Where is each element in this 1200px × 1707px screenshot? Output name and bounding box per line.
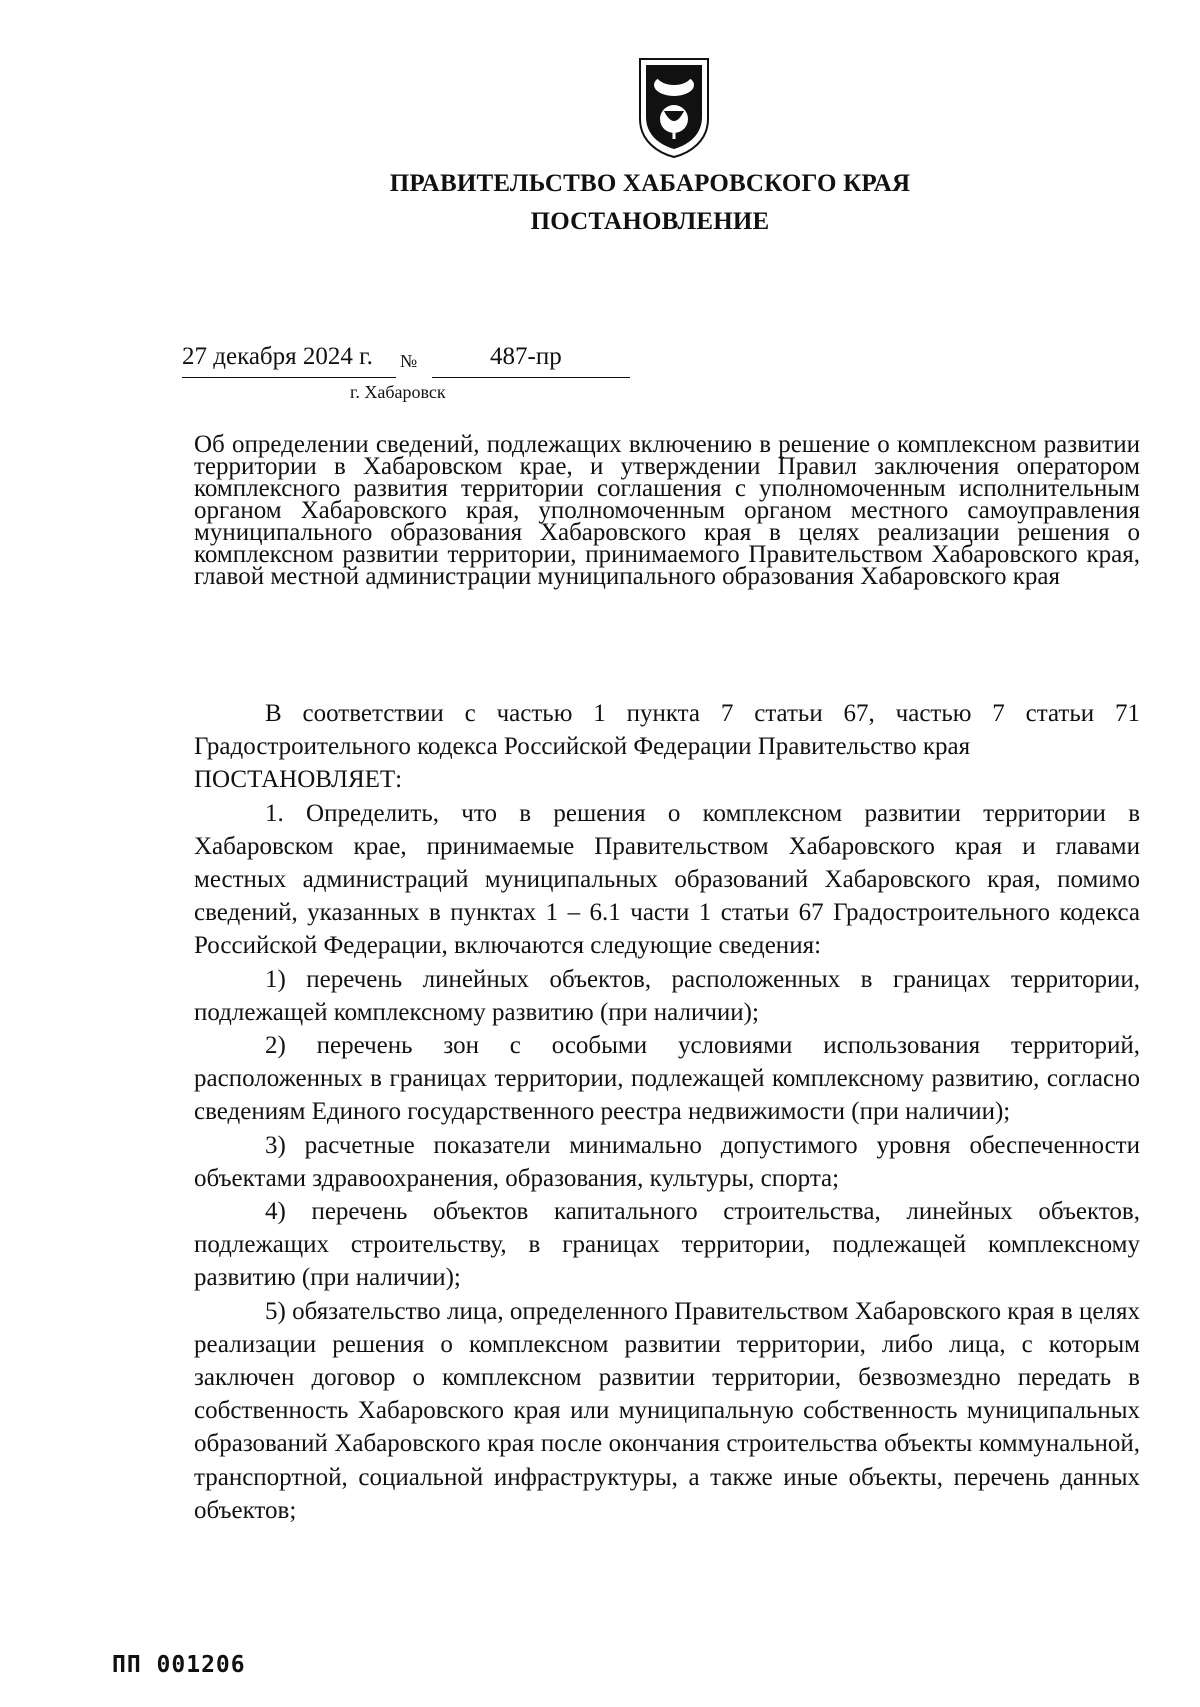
- preamble-paragraph: В соответствии с частью 1 пункта 7 статьи 67, частью 7 статьи 71 Градостроительного кодекса Российской Федерации Правительство края: [194, 700, 1140, 761]
- subitem-4-paragraph: 4) перечень объектов капитального строительства, линейных объектов, подлежащих строительству, в границах территории, подлежащей комплексному развитию (при наличии);: [194, 1198, 1140, 1292]
- organization-name: ПРАВИТЕЛЬСТВО ХАБАРОВСКОГО КРАЯ: [389, 170, 911, 197]
- document-body: [194, 697, 1140, 1527]
- resolves-line: ПОСТАНОВЛЯЕТ:: [194, 766, 403, 794]
- subitem-5-paragraph: 5) обязательство лица, определенного Правительством Хабаровского края в целях реализации решения о комплексном развитии территории, либо лица, с которым заключен договор о комплексном развитии территории, безвозмездно передать в собственность Хабаровского края или муниципальную собственность муниципальных образований Хабаровского края после окончания строительства объекты коммунальной, транспортной, социальной инфраструктуры, а также иные объекты, перечень данных объектов;: [194, 1297, 1140, 1524]
- document-number: 487-пр: [490, 343, 562, 370]
- date-underline: [182, 377, 396, 378]
- number-underline: [432, 377, 630, 378]
- subitem-2-paragraph: 2) перечень зон с особыми условиями использования территорий, расположенных в границах территории, подлежащей комплексному развитию, согласно сведениям Единого государственного реестра недвижимости (при наличии);: [194, 1032, 1140, 1126]
- document-type: ПОСТАНОВЛЕНИЕ: [530, 208, 770, 235]
- item-1-paragraph: 1. Определить, что в решения о комплексном развитии территории в Хабаровском крае, принимаемые Правительством Хабаровского края и главами местных администраций муниципальных образований Хабаровского края, помимо сведений, указанных в пунктах 1 – 6.1 части 1 статьи 67 Градостроительного кодекса Российской Федерации, включаются следующие сведения:: [194, 799, 1140, 960]
- coat-of-arms-icon: [634, 55, 714, 159]
- document-city: г. Хабаровск: [350, 382, 446, 402]
- subitem-1-paragraph: 1) перечень линейных объектов, расположенных в границах территории, подлежащей комплексному развитию (при наличии);: [194, 965, 1140, 1026]
- document-title: Об определении сведений, подлежащих включению в решение о комплексном развитии территории в Хабаровском крае, и утверждении Правил заключения оператором комплексного развития территории соглашения с уполномоченным исполнительным органом Хабаровского края, уполномоченным органом местного самоуправления муниципального образования Хабаровского края в целях реализации решения о комплексном развитии территории, принимаемого Правительством Хабаровского края, главой местной администрации муниципального образования Хабаровского края: [194, 431, 1140, 590]
- form-code: ПП 001206: [112, 1652, 246, 1678]
- number-sign: №: [400, 351, 418, 371]
- document-date: 27 декабря 2024 г.: [182, 343, 373, 370]
- subitem-3-paragraph: 3) расчетные показатели минимально допустимого уровня обеспеченности объектами здравоохранения, образования, культуры, спорта;: [194, 1131, 1140, 1192]
